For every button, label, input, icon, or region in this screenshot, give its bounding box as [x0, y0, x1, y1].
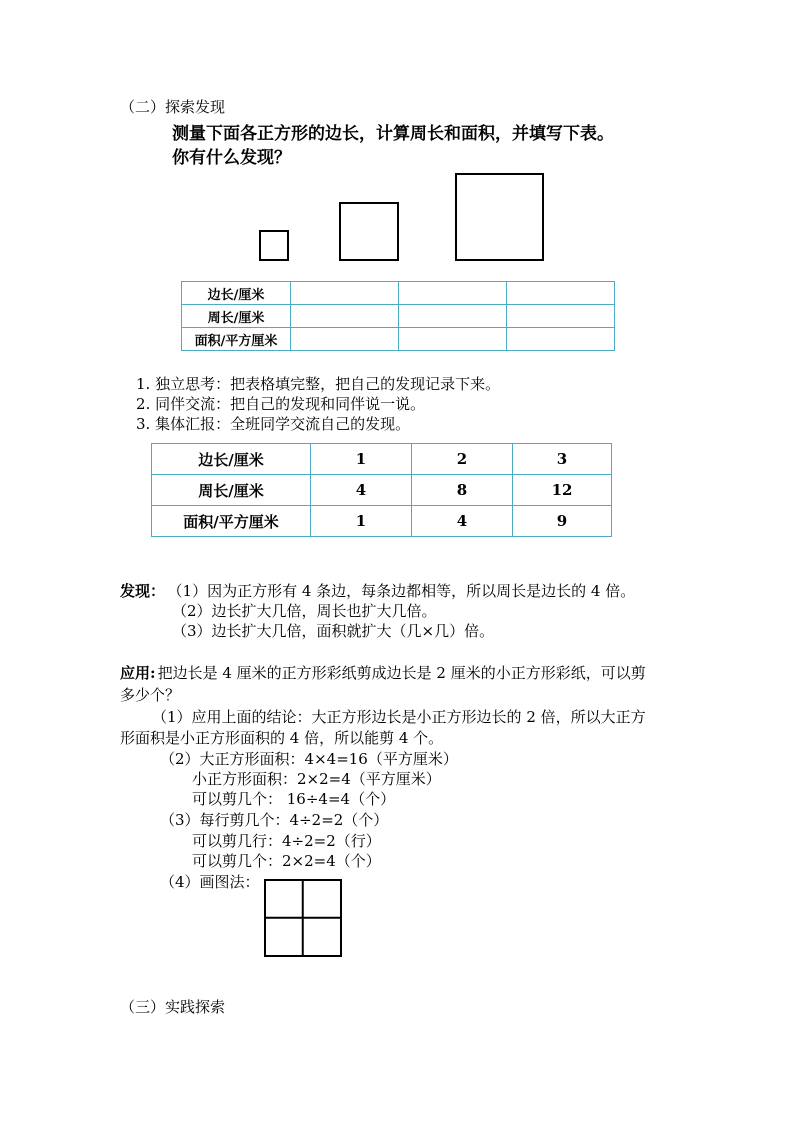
square-small	[259, 230, 289, 261]
method-2-line-1: （2）大正方形面积：4×4=16（平方厘米）	[160, 750, 458, 768]
method-2-line-2: 小正方形面积：2×2=4（平方厘米）	[192, 770, 441, 788]
application-question-line-2: 多少个？	[120, 686, 181, 704]
discovery-item: （2）边长扩大几倍，周长也扩大几倍。	[172, 602, 437, 620]
discovery-item: （3）边长扩大几倍，面积就扩大（几×几）倍。	[172, 622, 495, 640]
task-instruction: 测量下面各正方形的边长，计算周长和面积，并填写下表。	[172, 124, 614, 144]
table-cell: 4	[412, 506, 513, 537]
blank-cell[interactable]	[399, 328, 507, 351]
table-row	[182, 328, 615, 351]
blank-cell[interactable]	[291, 282, 399, 305]
table-row	[152, 506, 612, 537]
section-heading: （三）实践探索	[120, 998, 226, 1016]
table-cell: 12	[513, 475, 612, 506]
step-2: 2. 同伴交流：把自己的发现和同伴说一说。	[136, 395, 426, 413]
table-cell: 1	[311, 506, 412, 537]
blank-cell[interactable]	[291, 305, 399, 328]
step-3: 3. 集体汇报：全班同学交流自己的发现。	[136, 415, 411, 433]
method-4-label: （4）画图法：	[160, 873, 260, 891]
blank-cell[interactable]	[399, 305, 507, 328]
section-heading: （二）探索发现	[120, 98, 226, 116]
method-1-line-2: 形面积是小正方形面积的 4 倍，所以能剪 4 个。	[120, 729, 444, 747]
table-cell: 4	[311, 475, 412, 506]
application-question: 把边长是 4 厘米的正方形彩纸剪成边长是 2 厘米的小正方形彩纸，可以剪	[157, 664, 646, 682]
method-3-line-1: （3）每行剪几个：4÷2=2（个）	[160, 811, 389, 829]
method-2-line-3: 可以剪几个： 16÷4=4（个）	[192, 790, 396, 808]
square-medium	[339, 202, 399, 261]
blank-cell[interactable]	[507, 328, 615, 351]
application-question-line-1	[120, 663, 646, 683]
discovery-item: （1）因为正方形有 4 条边，每条边都相等，所以周长是边长的 4 倍。	[175, 582, 636, 600]
discovery-colon: ：	[150, 582, 166, 600]
table-cell: 9	[513, 506, 612, 537]
square-large	[455, 173, 544, 261]
discovery-line-1	[120, 581, 635, 601]
row-label: 面积/平方厘米	[182, 328, 291, 351]
grid-horizontal-line	[266, 917, 340, 919]
row-label: 边长/厘米	[182, 282, 291, 305]
step-1: 1. 独立思考：把表格填完整，把自己的发现记录下来。	[136, 375, 501, 393]
table-row	[152, 475, 612, 506]
row-label: 周长/厘米	[182, 305, 291, 328]
row-label: 面积/平方厘米	[152, 506, 311, 537]
blank-cell[interactable]	[507, 305, 615, 328]
grid-diagram	[264, 879, 342, 957]
table-row	[182, 305, 615, 328]
filled-table	[151, 443, 612, 537]
blank-cell[interactable]	[291, 328, 399, 351]
row-label: 周长/厘米	[152, 475, 311, 506]
blank-table	[181, 281, 615, 351]
application-colon: :	[150, 664, 156, 682]
table-row	[152, 444, 612, 475]
table-cell: 3	[513, 444, 612, 475]
table-cell: 2	[412, 444, 513, 475]
discovery-label: 发现	[120, 582, 151, 600]
method-1-line-1: （1）应用上面的结论：大正方形边长是小正方形边长的 2 倍，所以大正方	[152, 708, 646, 726]
row-label: 边长/厘米	[152, 444, 311, 475]
blank-cell[interactable]	[399, 282, 507, 305]
blank-cell[interactable]	[507, 282, 615, 305]
table-cell: 1	[311, 444, 412, 475]
task-question: 你有什么发现？	[172, 148, 291, 168]
application-label: 应用	[120, 664, 151, 682]
table-row	[182, 282, 615, 305]
table-cell: 8	[412, 475, 513, 506]
method-3-line-2: 可以剪几行：4÷2=2（行）	[192, 832, 381, 850]
method-3-line-3: 可以剪几个：2×2=4（个）	[192, 852, 381, 870]
